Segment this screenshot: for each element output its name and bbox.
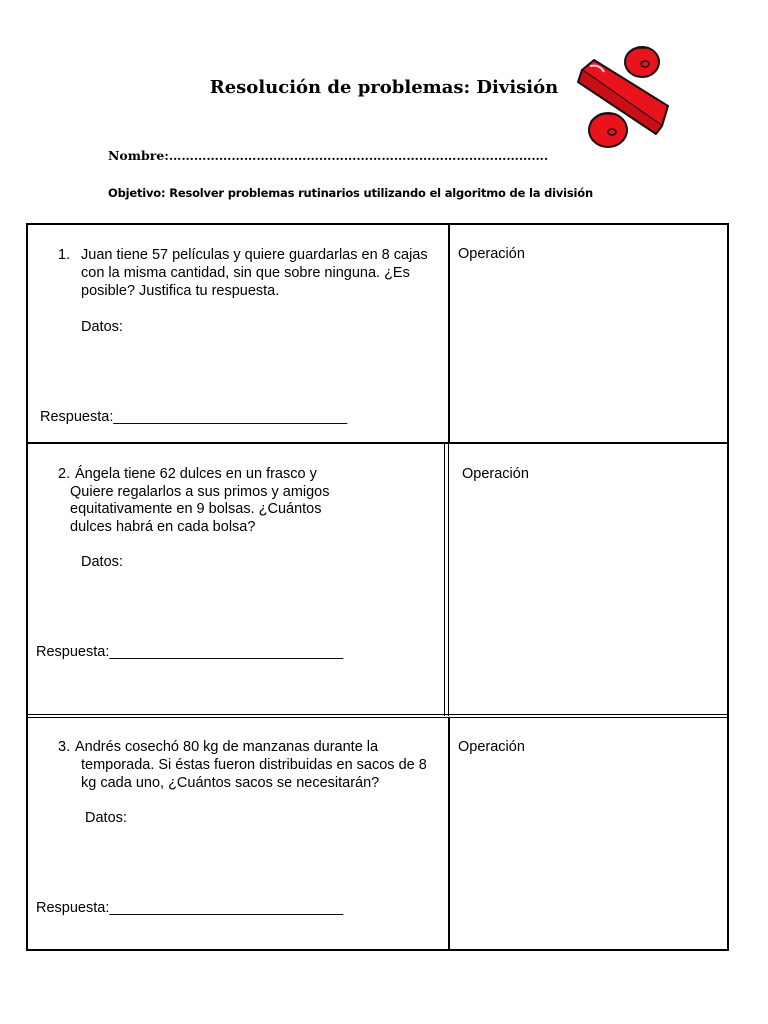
problem-1-line-2: con la misma cantidad, sin que sobre ninguna. ¿Es — [81, 265, 410, 281]
column-divider-1 — [448, 225, 450, 444]
problem-2-line-2: Quiere regalarlos a sus primos y amigos — [70, 484, 330, 500]
problem-1-operation-label: Operación — [458, 246, 525, 262]
problem-2-line-3: equitativamente en 9 bolsas. ¿Cuántos — [70, 501, 322, 517]
problem-3-operation-label: Operación — [458, 739, 525, 755]
column-divider-3 — [448, 718, 450, 949]
problem-3-line-1: Andrés cosechó 80 kg de manzanas durante la — [75, 739, 379, 755]
problem-1-data-label: Datos: — [81, 319, 123, 335]
page-title: Resolución de problemas: División — [209, 77, 559, 98]
column-divider-2 — [444, 444, 449, 716]
row-divider-1 — [28, 442, 727, 444]
row-divider-2 — [28, 714, 727, 718]
division-top-dot — [625, 47, 659, 77]
problem-2-data-label: Datos: — [81, 554, 123, 570]
problem-3-line-2: temporada. Si éstas fueron distribuidas en sacos de 8 — [81, 757, 427, 773]
division-bottom-dot — [589, 113, 627, 147]
problem-2-line-1: Ángela tiene 62 dulces en un frasco y — [75, 466, 317, 482]
problem-1-line-1: Juan tiene 57 películas y quiere guardarlas en 8 cajas — [81, 247, 428, 263]
problem-grid — [26, 223, 729, 951]
problem-3-data-label: Datos: — [85, 810, 127, 826]
problem-1-answer-line[interactable]: Respuesta:_____________________________ — [40, 409, 348, 425]
problem-3-line-3: kg cada uno, ¿Cuántos sacos se necesitarán? — [81, 775, 380, 791]
problem-2-number: 2. — [58, 466, 71, 482]
problem-3-answer-line[interactable]: Respuesta:_____________________________ — [36, 900, 344, 916]
problem-2-answer-line[interactable]: Respuesta:_____________________________ — [36, 644, 344, 660]
problem-1-line-3: posible? Justifica tu respuesta. — [81, 283, 280, 299]
name-field-line[interactable]: Nombre:………………………………………………………………………………. — [108, 148, 549, 163]
problem-2-operation-label: Operación — [462, 466, 529, 482]
division-sign-icon — [574, 40, 676, 154]
problem-1-number: 1. — [58, 247, 71, 263]
problem-3-number: 3. — [58, 739, 71, 755]
problem-2-line-4: dulces habrá en cada bolsa? — [70, 519, 256, 535]
objective-text: Objetivo: Resolver problemas rutinarios utilizando el algoritmo de la división — [108, 186, 593, 200]
